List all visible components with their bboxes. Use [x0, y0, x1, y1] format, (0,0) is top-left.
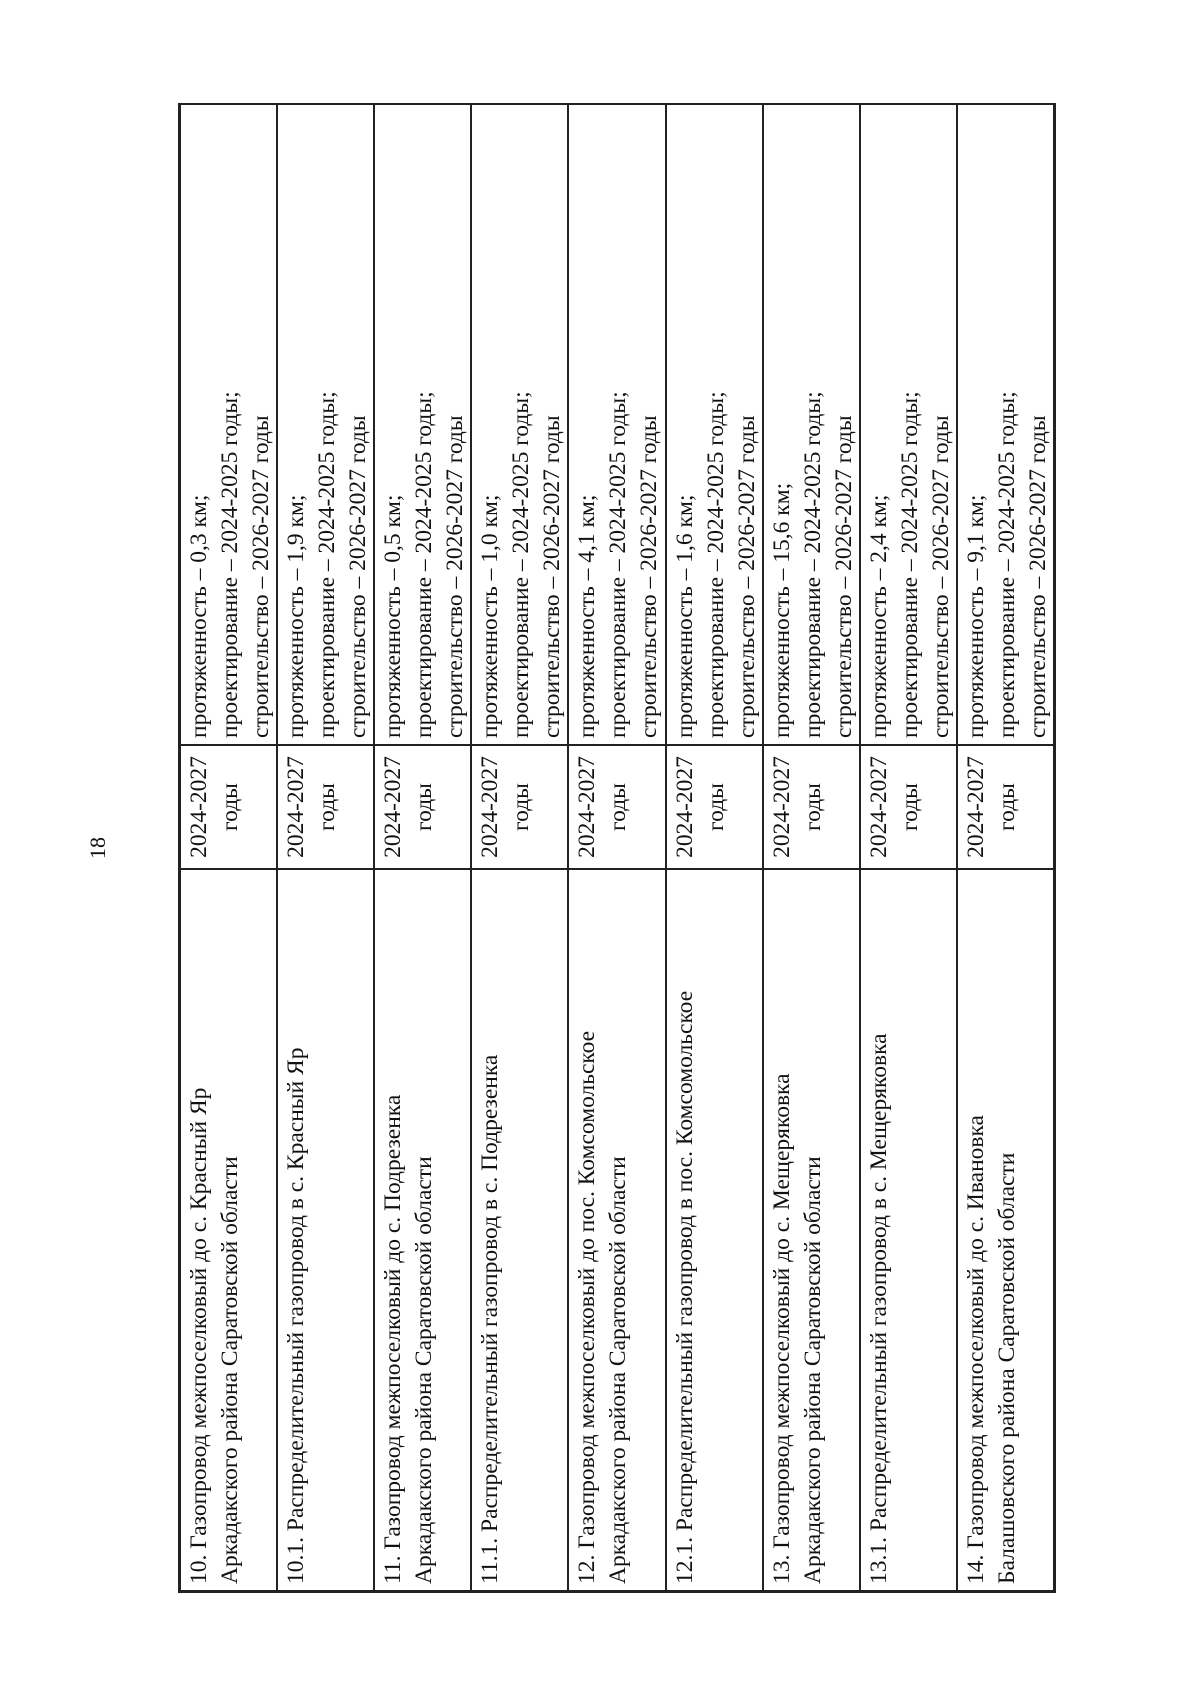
period-line: годы: [702, 783, 729, 831]
details-line: протяженность – 4,1 км;: [574, 494, 601, 738]
details-line: протяженность – 15,6 км;: [768, 482, 795, 738]
object-name-cell: [471, 869, 568, 1591]
details-line: строительство – 2026-2027 годы: [927, 415, 954, 738]
period-line: годы: [217, 783, 243, 831]
period-line: годы: [605, 783, 632, 831]
period-line: годы: [411, 783, 438, 831]
object-name-line: Аркадакского района Саратовской области: [217, 1156, 243, 1584]
period-line: 2024-2027: [574, 756, 601, 858]
object-name-line: 11.1. Распределительный газопровод в с. Подрезенка: [477, 1054, 504, 1584]
details-line: проектирование – 2024-2025 годы;: [702, 391, 729, 738]
details-line: строительство – 2026-2027 годы: [442, 415, 469, 738]
details-line: проектирование – 2024-2025 годы;: [993, 391, 1020, 738]
details-line: проектирование – 2024-2025 годы;: [314, 391, 341, 738]
details-cell: [957, 103, 1054, 745]
details-line: протяженность – 1,9 км;: [283, 494, 310, 738]
details-line: проектирование – 2024-2025 годы;: [605, 391, 632, 738]
details-cell: [471, 103, 568, 745]
details-line: проектирование – 2024-2025 годы;: [799, 391, 826, 738]
object-name-line: Аркадакского района Саратовской области: [799, 1156, 826, 1584]
details-line: протяженность – 1,0 км;: [477, 494, 504, 738]
object-name-cell: [666, 869, 763, 1591]
period-line: годы: [799, 783, 826, 831]
details-line: проектирование – 2024-2025 годы;: [896, 391, 923, 738]
details-cell: [568, 103, 665, 745]
details-line: проектирование – 2024-2025 годы;: [508, 391, 535, 738]
details-cell: [180, 103, 277, 745]
period-line: годы: [314, 783, 341, 831]
details-line: строительство – 2026-2027 годы: [539, 415, 566, 738]
period-line: 2024-2027: [186, 756, 212, 858]
period-cell: [471, 745, 568, 869]
details-cell: [763, 103, 860, 745]
period-line: 2024-2027: [865, 756, 892, 858]
page-number: 18: [85, 837, 110, 859]
details-line: протяженность – 1,6 км;: [671, 494, 698, 738]
object-name-line: Балашовского района Саратовской области: [993, 1152, 1020, 1584]
object-name-cell: [763, 869, 860, 1591]
period-cell: [763, 745, 860, 869]
object-name-line: 11. Газопровод межпоселковый до с. Подрезенка: [380, 1094, 407, 1584]
period-cell: [666, 745, 763, 869]
details-line: протяженность – 2,4 км;: [865, 494, 892, 738]
details-cell: [277, 103, 374, 745]
period-line: 2024-2027: [671, 756, 698, 858]
period-line: годы: [508, 783, 535, 831]
object-name-cell: [860, 869, 957, 1591]
object-name-cell: [180, 869, 277, 1591]
details-line: протяженность – 0,3 км;: [186, 494, 212, 738]
details-cell: [374, 103, 471, 745]
object-name-line: 10.1. Распределительный газопровод в с. Красный Яр: [283, 1047, 310, 1584]
details-line: строительство – 2026-2027 годы: [733, 415, 760, 738]
details-line: строительство – 2026-2027 годы: [248, 415, 274, 738]
period-cell: [180, 745, 277, 869]
period-line: годы: [896, 783, 923, 831]
details-line: протяженность – 9,1 км;: [962, 494, 989, 738]
document-table: [178, 103, 1056, 1593]
period-cell: [860, 745, 957, 869]
object-name-cell: [568, 869, 665, 1591]
details-line: строительство – 2026-2027 годы: [1024, 415, 1051, 738]
object-name-line: 12. Газопровод межпоселковый до пос. Комсомольское: [574, 1030, 601, 1584]
details-line: проектирование – 2024-2025 годы;: [217, 391, 243, 738]
period-line: 2024-2027: [477, 756, 504, 858]
object-name-line: Аркадакского района Саратовской области: [605, 1156, 632, 1584]
period-cell: [957, 745, 1054, 869]
period-line: 2024-2027: [283, 756, 310, 858]
object-name-line: 10. Газопровод межпоселковый до с. Красный Яр: [186, 1087, 212, 1584]
period-line: годы: [993, 783, 1020, 831]
document-table-container: [178, 103, 1056, 1593]
details-line: строительство – 2026-2027 годы: [830, 415, 857, 738]
object-name-line: 13. Газопровод межпоселковый до с. Мещеряковка: [768, 1073, 795, 1584]
object-name-cell: [957, 869, 1054, 1591]
object-name-line: Аркадакского района Саратовской области: [411, 1156, 438, 1584]
details-line: протяженность – 0,5 км;: [380, 494, 407, 738]
details-line: проектирование – 2024-2025 годы;: [411, 391, 438, 738]
details-cell: [860, 103, 957, 745]
details-line: строительство – 2026-2027 годы: [345, 415, 372, 738]
period-line: 2024-2027: [962, 756, 989, 858]
object-name-cell: [374, 869, 471, 1591]
period-line: 2024-2027: [768, 756, 795, 858]
object-name-line: 14. Газопровод межпоселковый до с. Ивановка: [962, 1115, 989, 1584]
period-line: 2024-2027: [380, 756, 407, 858]
period-cell: [277, 745, 374, 869]
period-cell: [568, 745, 665, 869]
details-line: строительство – 2026-2027 годы: [636, 415, 663, 738]
period-cell: [374, 745, 471, 869]
object-name-line: 12.1. Распределительный газопровод в пос. Комсомольское: [671, 990, 698, 1584]
object-name-cell: [277, 869, 374, 1591]
details-cell: [666, 103, 763, 745]
object-name-line: 13.1. Распределительный газопровод в с. Мещеряковка: [865, 1033, 892, 1584]
